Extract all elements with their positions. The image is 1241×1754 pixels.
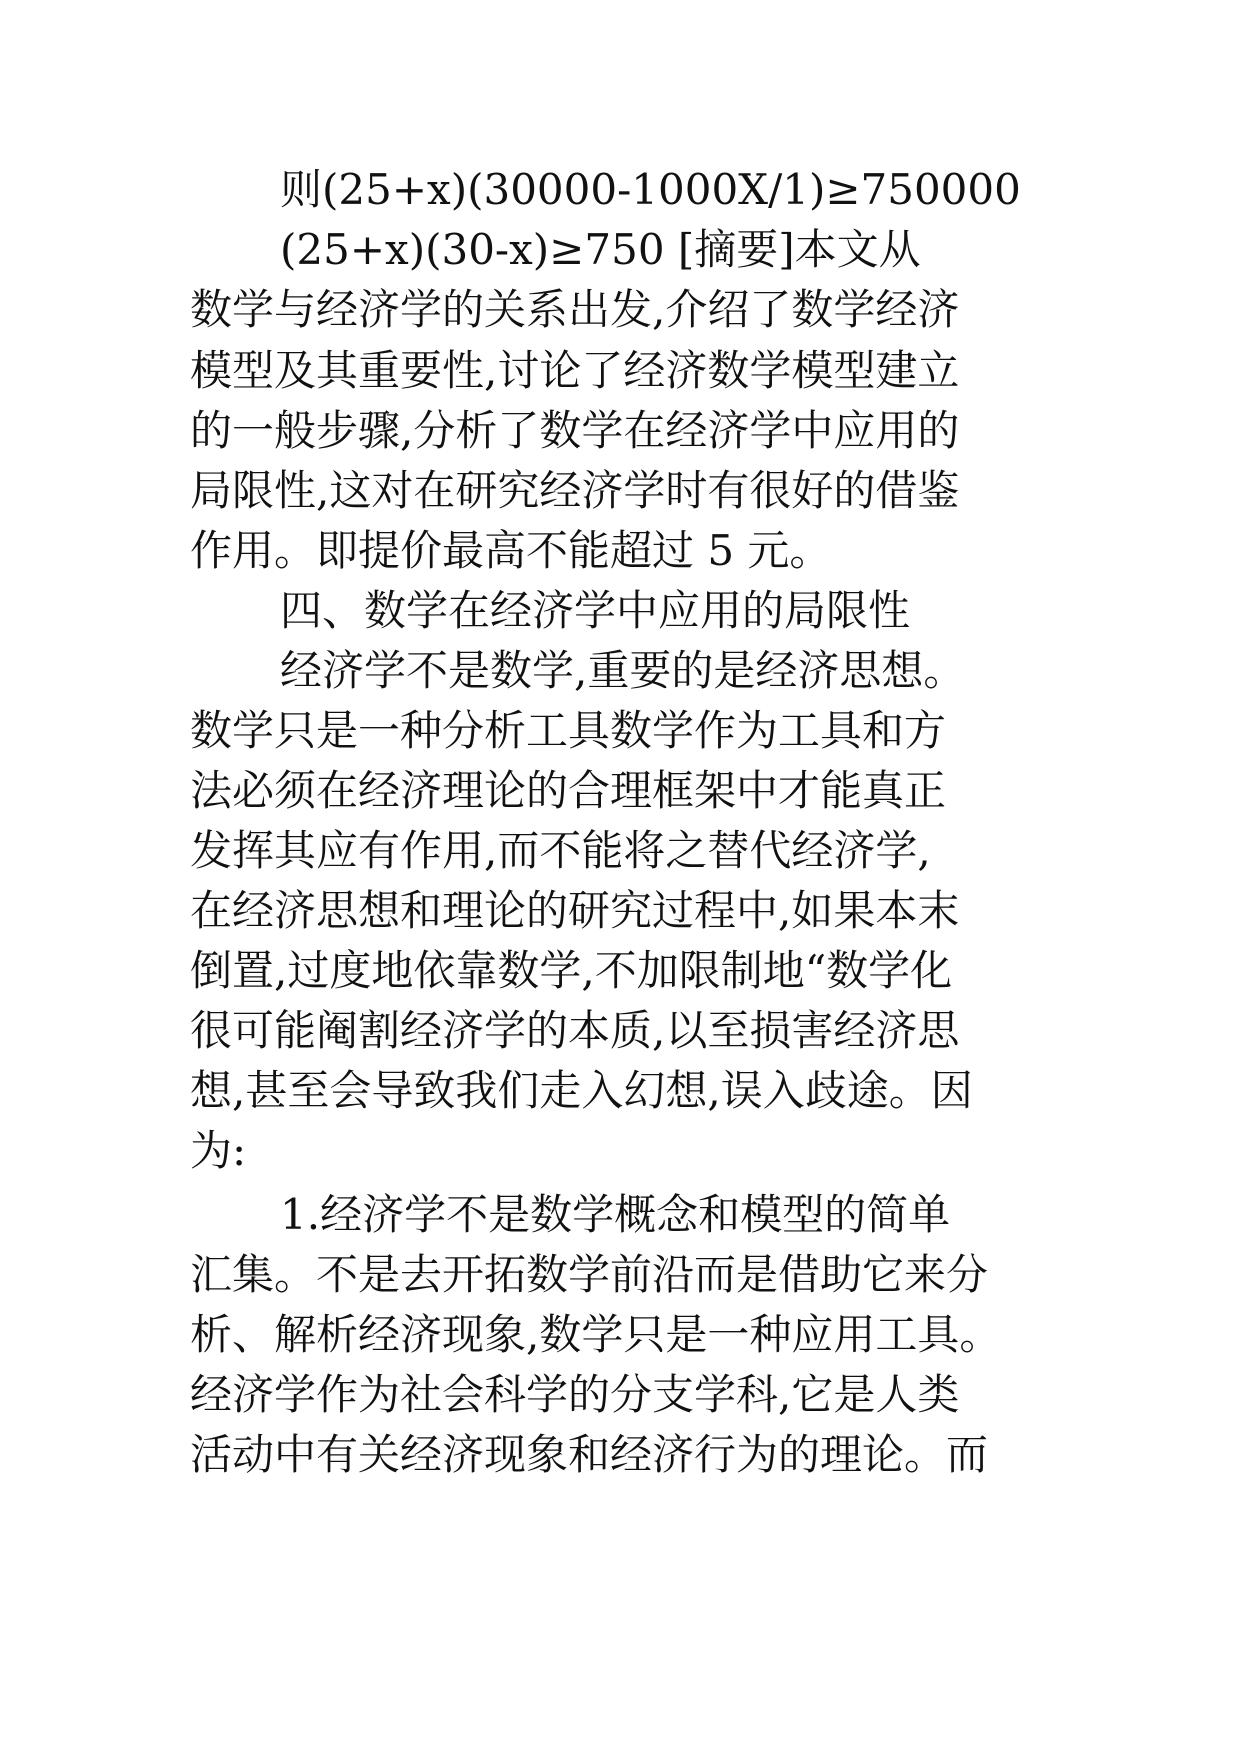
text-line: 作用。即提价最高不能超过 5 元。 <box>190 526 832 575</box>
text-line: 活动中有关经济现象和经济行为的理论。而 <box>190 1430 989 1479</box>
text-line: 汇集。不是去开拓数学前沿而是借助它来分 <box>190 1250 989 1299</box>
text-line: 经济学作为社会科学的分支学科,它是人类 <box>190 1370 960 1419</box>
text-line: 的一般步骤,分析了数学在经济学中应用的 <box>190 406 960 455</box>
text-line: 想,甚至会导致我们走入幻想,误入歧途。因 <box>190 1066 973 1115</box>
text-line: 很可能阉割经济学的本质,以至损害经济思 <box>190 1006 960 1055</box>
text-line: 模型及其重要性,讨论了经济数学模型建立 <box>190 346 960 395</box>
text-line: 数学与经济学的关系出发,介绍了数学经济 <box>190 285 960 334</box>
text-line: 倒置,过度地依靠数学,不加限制地“数学化 <box>190 946 953 995</box>
text-line: 1.经济学不是数学概念和模型的简单 <box>280 1190 951 1239</box>
section-heading: 四、数学在经济学中应用的局限性 <box>280 586 911 635</box>
text-line: 发挥其应有作用,而不能将之替代经济学, <box>190 826 931 875</box>
text-line: 局限性,这对在研究经济学时有很好的借鉴 <box>190 466 960 515</box>
text-line: (25+x)(30-x)≥750 [摘要]本文从 <box>280 225 921 274</box>
text-line: 法必须在经济理论的合理框架中才能真正 <box>190 766 947 815</box>
text-line: 为: <box>190 1126 247 1175</box>
text-line: 析、解析经济现象,数学只是一种应用工具。 <box>190 1310 1002 1359</box>
text-line: 则(25+x)(30000-1000X/1)≥750000 <box>280 165 1021 214</box>
text-line: 数学只是一种分析工具数学作为工具和方 <box>190 706 947 755</box>
text-line: 经济学不是数学,重要的是经济思想。 <box>280 646 966 695</box>
text-line: 在经济思想和理论的研究过程中,如果本末 <box>190 886 960 935</box>
